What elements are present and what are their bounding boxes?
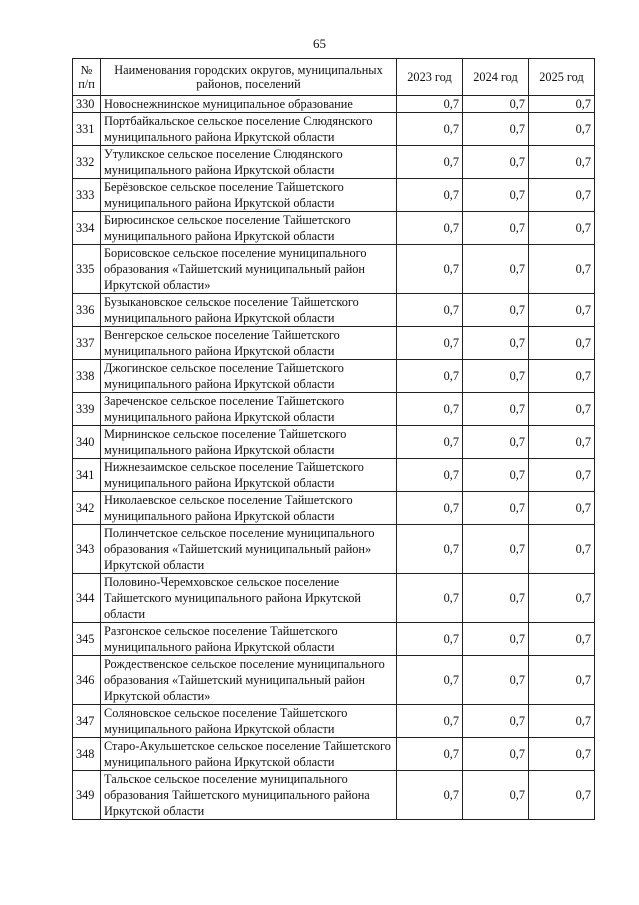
row-name: Рождественское сельское поселение муниципального образования «Тайшетский муниципальный район Иркутской области» <box>101 656 397 705</box>
row-number: 334 <box>73 212 101 245</box>
value-2025: 0,7 <box>529 426 595 459</box>
row-number: 349 <box>73 771 101 820</box>
row-name: Берёзовское сельское поселение Тайшетского муниципального района Иркутской области <box>101 179 397 212</box>
value-2024: 0,7 <box>463 623 529 656</box>
table-row <box>73 96 595 113</box>
value-2023: 0,7 <box>397 705 463 738</box>
value-2025: 0,7 <box>529 113 595 146</box>
table-row <box>73 426 595 459</box>
table-row <box>73 393 595 426</box>
value-2023: 0,7 <box>397 738 463 771</box>
value-2023: 0,7 <box>397 623 463 656</box>
value-2024: 0,7 <box>463 574 529 623</box>
table-row <box>73 623 595 656</box>
table-row <box>73 656 595 705</box>
value-2025: 0,7 <box>529 294 595 327</box>
row-name: Разгонское сельское поселение Тайшетского муниципального района Иркутской области <box>101 623 397 656</box>
table-row <box>73 738 595 771</box>
value-2023: 0,7 <box>397 771 463 820</box>
table-row <box>73 179 595 212</box>
value-2024: 0,7 <box>463 459 529 492</box>
table-row <box>73 771 595 820</box>
table-row <box>73 327 595 360</box>
value-2025: 0,7 <box>529 738 595 771</box>
value-2023: 0,7 <box>397 245 463 294</box>
row-number: 331 <box>73 113 101 146</box>
value-2025: 0,7 <box>529 327 595 360</box>
value-2024: 0,7 <box>463 245 529 294</box>
table-row <box>73 113 595 146</box>
value-2023: 0,7 <box>397 96 463 113</box>
table-row <box>73 212 595 245</box>
header-year-2023: 2023 год <box>397 59 463 96</box>
row-name: Николаевское сельское поселение Тайшетского муниципального района Иркутской области <box>101 492 397 525</box>
value-2023: 0,7 <box>397 492 463 525</box>
value-2025: 0,7 <box>529 146 595 179</box>
row-number: 339 <box>73 393 101 426</box>
row-name: Соляновское сельское поселение Тайшетского муниципального района Иркутской области <box>101 705 397 738</box>
value-2023: 0,7 <box>397 146 463 179</box>
row-number: 347 <box>73 705 101 738</box>
row-number: 330 <box>73 96 101 113</box>
table-row <box>73 705 595 738</box>
value-2024: 0,7 <box>463 426 529 459</box>
value-2024: 0,7 <box>463 179 529 212</box>
row-number: 336 <box>73 294 101 327</box>
row-name: Зареченское сельское поселение Тайшетского муниципального района Иркутской области <box>101 393 397 426</box>
settlements-table <box>72 58 595 820</box>
row-name: Новоснежнинское муниципальное образование <box>101 96 397 113</box>
table-row <box>73 360 595 393</box>
value-2025: 0,7 <box>529 212 595 245</box>
value-2023: 0,7 <box>397 294 463 327</box>
table-body <box>73 96 595 820</box>
value-2024: 0,7 <box>463 492 529 525</box>
row-name: Джогинское сельское поселение Тайшетского муниципального района Иркутской области <box>101 360 397 393</box>
row-number: 343 <box>73 525 101 574</box>
value-2025: 0,7 <box>529 656 595 705</box>
value-2025: 0,7 <box>529 245 595 294</box>
value-2025: 0,7 <box>529 96 595 113</box>
value-2025: 0,7 <box>529 705 595 738</box>
value-2023: 0,7 <box>397 113 463 146</box>
value-2024: 0,7 <box>463 656 529 705</box>
row-number: 337 <box>73 327 101 360</box>
row-number: 335 <box>73 245 101 294</box>
value-2023: 0,7 <box>397 393 463 426</box>
row-name: Старо-Акульшетское сельское поселение Тайшетского муниципального района Иркутской области <box>101 738 397 771</box>
value-2025: 0,7 <box>529 360 595 393</box>
value-2025: 0,7 <box>529 179 595 212</box>
table-header <box>73 59 595 96</box>
row-name: Бирюсинское сельское поселение Тайшетского муниципального района Иркутской области <box>101 212 397 245</box>
row-name: Венгерское сельское поселение Тайшетского муниципального района Иркутской области <box>101 327 397 360</box>
value-2023: 0,7 <box>397 459 463 492</box>
row-number: 332 <box>73 146 101 179</box>
header-name: Наименования городских округов, муниципальных районов, поселений <box>101 59 397 96</box>
header-year-2024: 2024 год <box>463 59 529 96</box>
row-number: 338 <box>73 360 101 393</box>
value-2024: 0,7 <box>463 705 529 738</box>
value-2025: 0,7 <box>529 574 595 623</box>
value-2024: 0,7 <box>463 360 529 393</box>
value-2025: 0,7 <box>529 771 595 820</box>
row-number: 348 <box>73 738 101 771</box>
table-row <box>73 245 595 294</box>
row-number: 346 <box>73 656 101 705</box>
row-number: 342 <box>73 492 101 525</box>
row-name: Половино-Черемховское сельское поселение Тайшетского муниципального района Иркутской области <box>101 574 397 623</box>
row-name: Борисовское сельское поселение муниципального образования «Тайшетский муниципальный район Иркутской области» <box>101 245 397 294</box>
value-2025: 0,7 <box>529 492 595 525</box>
value-2025: 0,7 <box>529 393 595 426</box>
row-name: Тальское сельское поселение муниципального образования Тайшетского муниципального района Иркутской области <box>101 771 397 820</box>
header-number: № п/п <box>73 59 101 96</box>
table-row <box>73 492 595 525</box>
row-number: 333 <box>73 179 101 212</box>
value-2023: 0,7 <box>397 574 463 623</box>
value-2024: 0,7 <box>463 525 529 574</box>
table-row <box>73 459 595 492</box>
row-number: 344 <box>73 574 101 623</box>
row-name: Портбайкальское сельское поселение Слюдянского муниципального района Иркутской области <box>101 113 397 146</box>
value-2023: 0,7 <box>397 656 463 705</box>
row-name: Нижнезаимское сельское поселение Тайшетского муниципального района Иркутской области <box>101 459 397 492</box>
value-2023: 0,7 <box>397 327 463 360</box>
value-2024: 0,7 <box>463 327 529 360</box>
row-name: Утуликское сельское поселение Слюдянского муниципального района Иркутской области <box>101 146 397 179</box>
value-2025: 0,7 <box>529 459 595 492</box>
value-2023: 0,7 <box>397 212 463 245</box>
value-2024: 0,7 <box>463 113 529 146</box>
value-2023: 0,7 <box>397 360 463 393</box>
row-name: Бузыкановское сельское поселение Тайшетского муниципального района Иркутской области <box>101 294 397 327</box>
value-2024: 0,7 <box>463 738 529 771</box>
row-number: 345 <box>73 623 101 656</box>
value-2024: 0,7 <box>463 96 529 113</box>
row-name: Мирнинское сельское поселение Тайшетского муниципального района Иркутской области <box>101 426 397 459</box>
value-2025: 0,7 <box>529 525 595 574</box>
value-2023: 0,7 <box>397 426 463 459</box>
header-row <box>73 59 595 96</box>
value-2024: 0,7 <box>463 146 529 179</box>
row-number: 341 <box>73 459 101 492</box>
row-number: 340 <box>73 426 101 459</box>
value-2024: 0,7 <box>463 294 529 327</box>
value-2023: 0,7 <box>397 525 463 574</box>
page-number: 65 <box>313 36 326 51</box>
table-row <box>73 525 595 574</box>
value-2024: 0,7 <box>463 771 529 820</box>
value-2024: 0,7 <box>463 393 529 426</box>
header-year-2025: 2025 год <box>529 59 595 96</box>
value-2025: 0,7 <box>529 623 595 656</box>
row-name: Полинчетское сельское поселение муниципального образования «Тайшетский муниципальный район» Иркутской области <box>101 525 397 574</box>
value-2024: 0,7 <box>463 212 529 245</box>
table-row <box>73 294 595 327</box>
table-row <box>73 146 595 179</box>
table-row <box>73 574 595 623</box>
value-2023: 0,7 <box>397 179 463 212</box>
